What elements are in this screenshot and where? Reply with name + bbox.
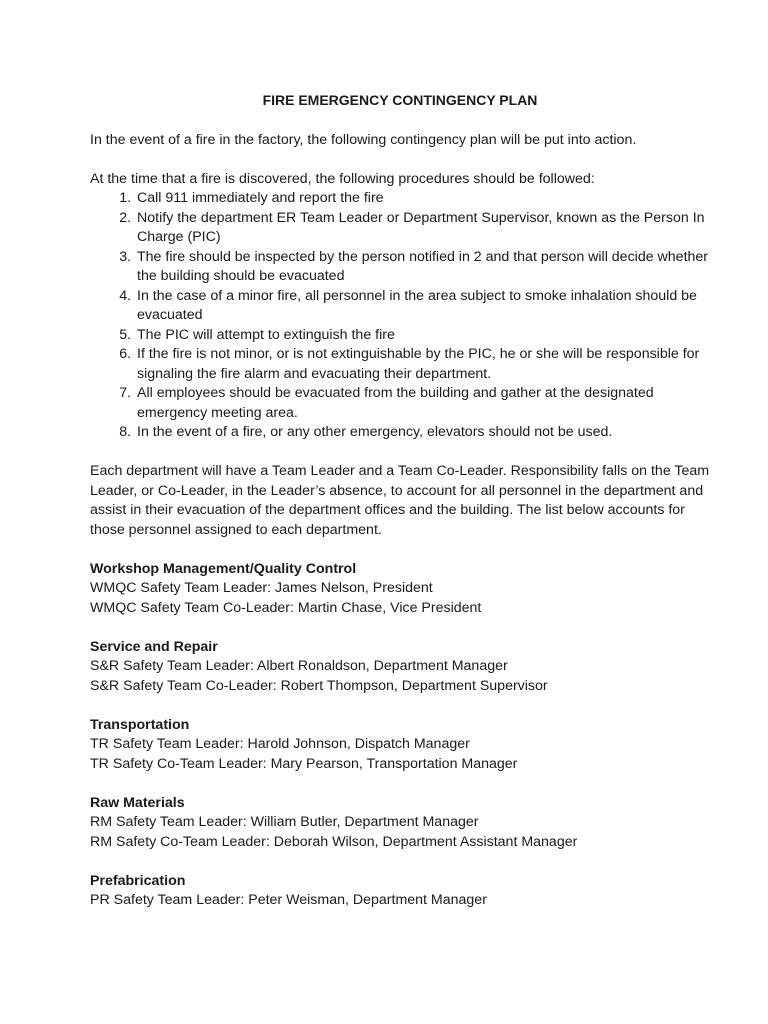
- procedure-item: 5. The PIC will attempt to extinguish the fire: [135, 326, 710, 346]
- procedure-item: 4. In the case of a minor fire, all personnel in the area subject to smoke inhalation should be evacuated: [135, 287, 710, 326]
- procedure-item: 2. Notify the department ER Team Leader or Department Supervisor, known as the Person In Charge (PIC): [135, 209, 710, 248]
- procedure-item: 1. Call 911 immediately and report the fire: [135, 189, 710, 209]
- document-title: FIRE EMERGENCY CONTINGENCY PLAN: [262, 92, 538, 108]
- team-leader-line: TR Safety Team Leader: Harold Johnson, Dispatch Manager: [90, 736, 470, 752]
- department-heading: Transportation: [90, 716, 190, 733]
- department-heading: Workshop Management/Quality Control: [90, 560, 357, 577]
- team-coleader-line: RM Safety Co-Team Leader: Deborah Wilson, Department Assistant Manager: [90, 833, 578, 850]
- department-section: [90, 638, 710, 697]
- team-leader-line: RM Safety Team Leader: William Butler, Department Manager: [90, 814, 479, 830]
- team-paragraph: Each department will have a Team Leader and a Team Co-Leader. Responsibility falls on the Team Leader, or Co-Leader, in the Leader’s absence, to account for all personnel in the department and assist in their evacuation of the department offices and the building. The list below accounts for those personnel assigned to each department.: [90, 463, 710, 538]
- team-coleader-line: S&R Safety Team Co-Leader: Robert Thompson, Department Supervisor: [90, 677, 548, 694]
- department-section: [90, 872, 710, 911]
- department-heading: Service and Repair: [90, 638, 218, 655]
- department-heading: Prefabrication: [90, 872, 186, 889]
- team-leader-line: WMQC Safety Team Leader: James Nelson, President: [90, 580, 433, 596]
- team-leader-line: S&R Safety Team Leader: Albert Ronaldson, Department Manager: [90, 658, 508, 674]
- team-coleader-line: WMQC Safety Team Co-Leader: Martin Chase, Vice President: [90, 599, 482, 616]
- procedure-item: 8. In the event of a fire, or any other emergency, elevators should not be used.: [135, 423, 710, 443]
- team-leader-line: PR Safety Team Leader: Peter Weisman, Department Manager: [90, 892, 487, 908]
- procedures-intro: At the time that a fire is discovered, the following procedures should be followed:: [90, 170, 595, 187]
- intro-paragraph: In the event of a fire in the factory, the following contingency plan will be put into action.: [90, 131, 637, 148]
- procedure-item: 6. If the fire is not minor, or is not extinguishable by the PIC, he or she will be responsible for signaling the fire alarm and evacuating their department.: [135, 345, 710, 384]
- team-coleader-line: TR Safety Co-Team Leader: Mary Pearson, Transportation Manager: [90, 755, 518, 772]
- procedure-item: 3. The fire should be inspected by the person notified in 2 and that person will decide whether the building should be evacuated: [135, 248, 710, 287]
- department-section: [90, 560, 710, 619]
- department-heading: Raw Materials: [90, 794, 185, 811]
- department-section: [90, 794, 710, 853]
- procedures-list: [90, 189, 710, 443]
- procedure-item: 7. All employees should be evacuated from the building and gather at the designated emergency meeting area.: [135, 384, 710, 423]
- document-page: [90, 91, 710, 930]
- department-section: [90, 716, 710, 775]
